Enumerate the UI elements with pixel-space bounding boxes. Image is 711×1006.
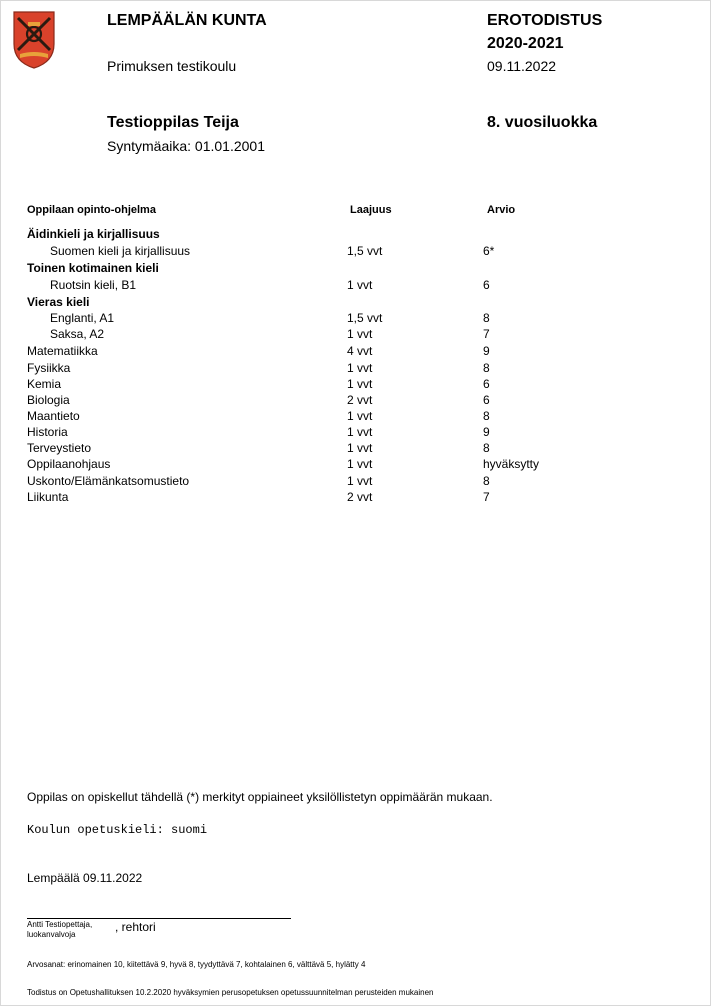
grading-scale: Arvosanat: erinomainen 10, kiitettävä 9, hyvä 8, tyydyttävä 7, kohtalainen 6, välttävä 5, hylätty 4 [27, 960, 366, 969]
school-name: Primuksen testikoulu [107, 58, 237, 74]
subject-name: Fysiikka [27, 361, 71, 375]
principal-label: , rehtori [115, 920, 156, 934]
column-header-subject: Oppilaan opinto-ohjelma [27, 204, 156, 216]
signer-title: luokanvalvoja [27, 930, 76, 939]
subject-scope: 1 vvt [347, 441, 373, 455]
subject-scope: 1 vvt [347, 409, 373, 423]
subject-name: Saksa, A2 [50, 327, 105, 341]
subject-scope: 2 vvt [347, 393, 373, 407]
subject-grade: 6 [483, 377, 490, 391]
legal-note: Todistus on Opetushallituksen 10.2.2020 hyväksymien perusopetuksen opetussuunnitelman perusteiden mukainen [27, 988, 434, 997]
municipality-name: LEMPÄÄLÄN KUNTA [107, 12, 267, 29]
birth-date: Syntymäaika: 01.01.2001 [107, 138, 265, 154]
subject-scope: 1 vvt [347, 278, 373, 292]
signature-line [27, 918, 291, 919]
school-year: 2020-2021 [487, 35, 564, 52]
subject-grade: 8 [483, 441, 490, 455]
subject-scope: 1,5 vvt [347, 311, 383, 325]
subject-grade: 7 [483, 327, 490, 341]
document-title: EROTODISTUS [487, 12, 603, 29]
student-name: Testioppilas Teija [107, 114, 239, 131]
subject-name: Suomen kieli ja kirjallisuus [50, 244, 191, 258]
subject-name: Kemia [27, 377, 62, 391]
subject-grade: 6* [483, 244, 495, 258]
subject-grade: 8 [483, 311, 490, 325]
signer-name: Antti Testiopettaja, [27, 920, 93, 929]
subject-group-heading: Vieras kieli [27, 295, 90, 309]
subject-scope: 1 vvt [347, 361, 373, 375]
teaching-language: Koulun opetuskieli: suomi [27, 823, 208, 837]
subject-name: Uskonto/Elämänkatsomustieto [27, 474, 190, 488]
subject-name: Oppilaanohjaus [27, 457, 111, 471]
subject-grade: 8 [483, 361, 490, 375]
place-and-date: Lempäälä 09.11.2022 [27, 871, 143, 885]
subject-name: Biologia [27, 393, 70, 407]
subject-scope: 1,5 vvt [347, 244, 383, 258]
subject-name: Matematiikka [27, 344, 98, 358]
subject-grade: 8 [483, 409, 490, 423]
subject-name: Terveystieto [27, 441, 92, 455]
column-header-grade: Arvio [487, 204, 516, 216]
subject-grade: 6 [483, 393, 490, 407]
subject-scope: 2 vvt [347, 490, 373, 504]
column-header-scope: Laajuus [350, 204, 392, 216]
subject-name: Historia [27, 425, 68, 439]
subject-scope: 1 vvt [347, 377, 373, 391]
individualized-note: Oppilas on opiskellut tähdellä (*) merkityt oppiaineet yksilöllistetyn oppimäärän mukaan. [27, 790, 493, 804]
subject-scope: 4 vvt [347, 344, 373, 358]
subject-grade: hyväksytty [483, 457, 540, 471]
subject-scope: 1 vvt [347, 457, 373, 471]
subject-scope: 1 vvt [347, 327, 373, 341]
grade-level: 8. vuosiluokka [487, 114, 598, 131]
subject-name: Liikunta [27, 490, 69, 504]
issue-date: 09.11.2022 [487, 58, 557, 74]
subject-grade: 6 [483, 278, 490, 292]
subject-name: Maantieto [27, 409, 80, 423]
subject-name: Ruotsin kieli, B1 [50, 278, 137, 292]
subject-scope: 1 vvt [347, 474, 373, 488]
subject-name: Englanti, A1 [50, 311, 115, 325]
subject-grade: 9 [483, 425, 490, 439]
subject-group-heading: Äidinkieli ja kirjallisuus [27, 227, 160, 241]
subject-grade: 8 [483, 474, 490, 488]
subject-grade: 7 [483, 490, 490, 504]
municipal-coat-of-arms-icon [12, 10, 56, 70]
subject-grade: 9 [483, 344, 490, 358]
subject-scope: 1 vvt [347, 425, 373, 439]
subject-group-heading: Toinen kotimainen kieli [27, 261, 159, 275]
